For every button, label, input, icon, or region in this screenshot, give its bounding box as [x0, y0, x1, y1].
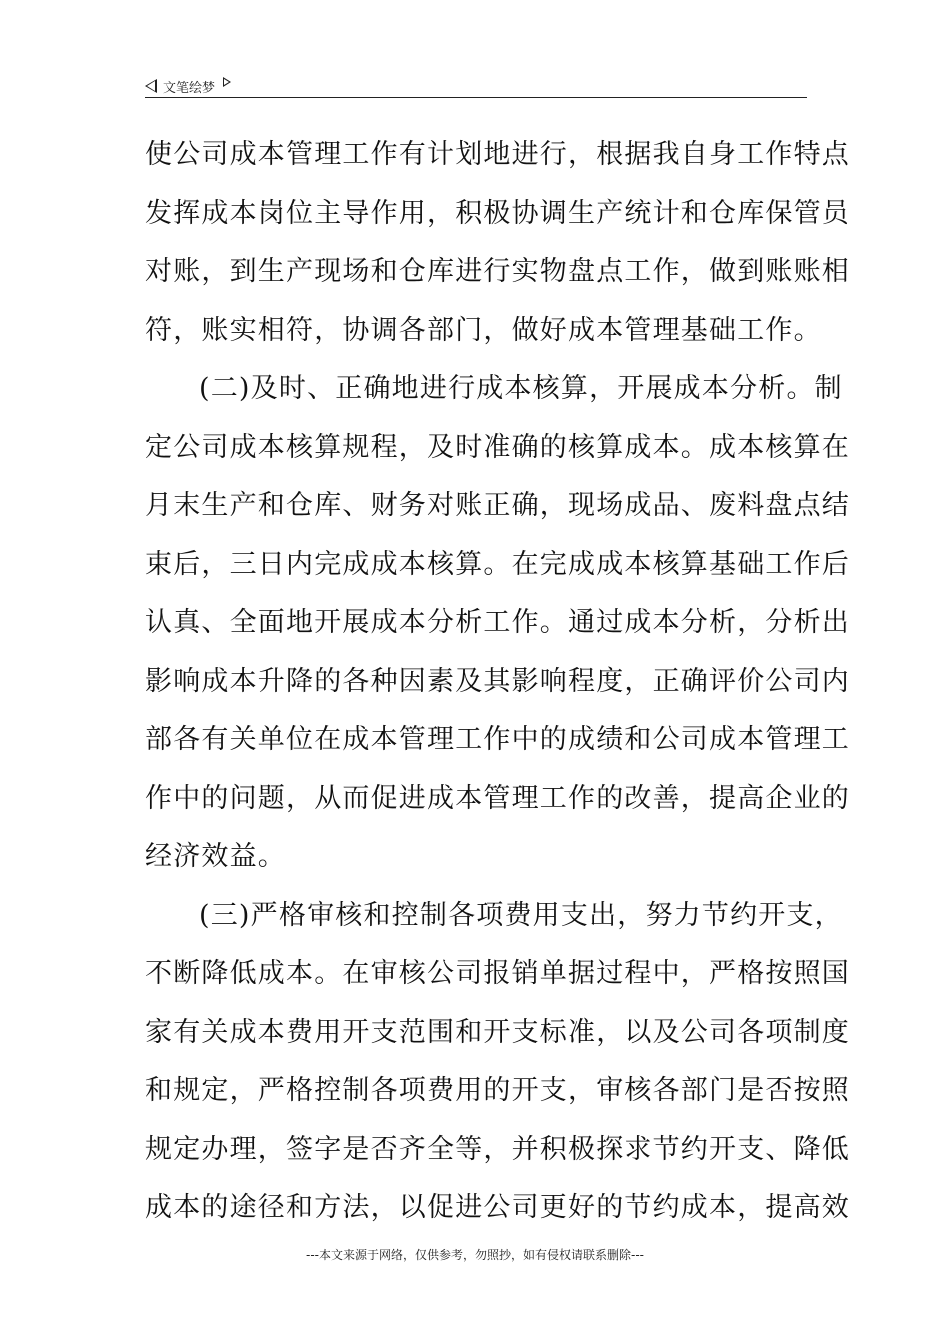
header-title: 文笔绘梦	[163, 80, 216, 96]
text-line: 认真、全面地开展成本分析工作。通过成本分析，分析出	[145, 607, 850, 638]
header-divider	[145, 97, 807, 98]
page-header	[145, 74, 807, 98]
text-line: 不断降低成本。在审核公司报销单据过程中，严格按照国	[145, 958, 850, 989]
text-line: 成本的途径和方法，以促进公司更好的节约成本，提高效	[145, 1192, 850, 1223]
text-line: 束后，三日内完成成本核算。在完成成本核算基础工作后	[145, 548, 850, 580]
text-line: 月末生产和仓库、财务对账正确，现场成品、废料盘点结	[145, 490, 850, 521]
text-line: 作中的问题，从而促进成本管理工作的改善，提高企业的	[145, 782, 850, 814]
text-line: 家有关成本费用开支范围和开支标准，以及公司各项制度	[145, 1016, 850, 1048]
text-line: 对账，到生产现场和仓库进行实物盘点工作，做到账账相	[145, 256, 850, 287]
triangle-right-icon	[223, 77, 231, 87]
document-body	[145, 126, 850, 1238]
text-line: 影响成本升降的各种因素及其影响程度，正确评价公司内	[145, 665, 850, 697]
text-line: 使公司成本管理工作有计划地进行，根据我自身工作特点	[145, 139, 850, 170]
text-line: 定公司成本核算规程，及时准确的核算成本。成本核算在	[145, 431, 850, 463]
text-line: 符，账实相符，协调各部门，做好成本管理基础工作。	[145, 314, 822, 346]
text-line: 发挥成本岗位主导作用，积极协调生产统计和仓库保管员	[145, 197, 850, 229]
text-line: (二)及时、正确地进行成本核算，开展成本分析。制	[199, 373, 843, 404]
page-footer: ---本文来源于网络，仅供参考，勿照抄，如有侵权请联系删除---	[306, 1248, 644, 1262]
text-line: 和规定，严格控制各项费用的开支，审核各部门是否按照	[145, 1075, 850, 1106]
triangle-left-icon	[145, 79, 157, 93]
text-line: (三)严格审核和控制各项费用支出，努力节约开支，	[199, 899, 843, 931]
text-line: 部各有关单位在成本管理工作中的成绩和公司成本管理工	[145, 724, 850, 755]
text-line: 经济效益。	[145, 841, 286, 872]
text-line: 规定办理，签字是否齐全等，并积极探求节约开支、降低	[145, 1133, 850, 1165]
